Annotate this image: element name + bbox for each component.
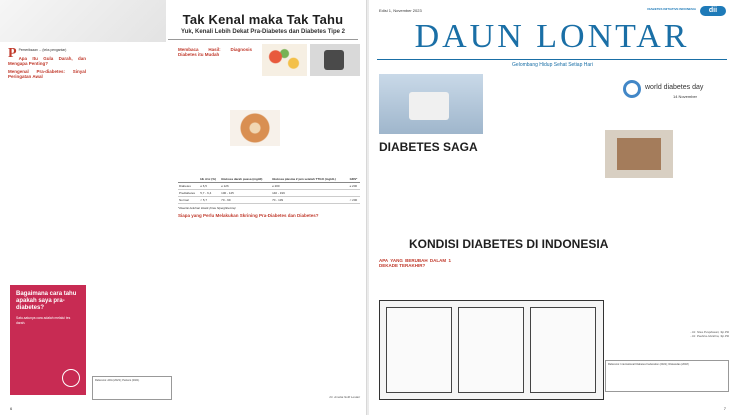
authors-block xyxy=(605,330,729,338)
wdd-label: world diabetes day xyxy=(645,84,704,91)
table-cell: Prediabetes xyxy=(178,190,199,197)
glucometer-image xyxy=(310,44,360,76)
divider xyxy=(168,39,358,40)
references-box-right: Referensi: International Diabetes Federation (2021); Riskesdas (2018) xyxy=(605,360,729,392)
section-title-diabetes-saga: DIABETES SAGA xyxy=(379,140,478,154)
table-cell: ≥ 200 xyxy=(349,183,360,190)
edition-label: Edisi 1, November 2023 xyxy=(379,8,422,13)
saga-image xyxy=(379,74,483,134)
comic-panel-1 xyxy=(386,307,452,393)
table-cell: Diabetes xyxy=(178,183,199,190)
table-cell xyxy=(349,190,360,197)
table-cell: 100 - 125 xyxy=(220,190,271,197)
info-box xyxy=(10,285,86,395)
right-page xyxy=(369,0,736,415)
kondisi-col-1 xyxy=(379,255,451,270)
wdd-circle-icon xyxy=(623,80,641,98)
screening-section xyxy=(178,210,358,220)
wdd-date: 14 November xyxy=(673,94,698,99)
historical-document-image xyxy=(605,130,673,178)
comic-strip xyxy=(379,300,604,400)
left-page-header xyxy=(168,12,358,40)
author-1: - Dr. Nisa Puspitasari, Sp.PD xyxy=(690,330,729,334)
info-box-body: Satu-satunya cara adalah melalui tes darah. xyxy=(16,316,71,325)
table-cell: 5,7 - 6,4 xyxy=(199,190,220,197)
heading-screening: Siapa yang Perlu Melakukan Skrining Pra-Diabetes dan Diabetes? xyxy=(178,213,319,218)
table-row xyxy=(178,190,360,197)
table-cell: < 5,7 xyxy=(199,197,220,204)
drop-cap: P xyxy=(8,46,17,61)
comic-panel-2 xyxy=(458,307,524,393)
author-name: Dr. Amelia Sufit Lestari xyxy=(329,395,360,399)
author-line xyxy=(178,395,360,399)
table-header: Glukosa plasma 2 jam setelah TTGO (mg/dL) xyxy=(271,176,348,183)
table-cell: ≥ 6,5 xyxy=(199,183,220,190)
kondisi-columns xyxy=(379,255,605,270)
masthead-rule xyxy=(377,59,727,60)
masthead xyxy=(369,0,736,70)
page-subtitle: Yuk, Kenali Lebih Dekat Pra-Diabetes dan Diabetes Tipe 2 xyxy=(181,29,345,35)
donut-image xyxy=(230,110,280,146)
table-cell: ≥ 200 xyxy=(271,183,348,190)
glucometer-icon xyxy=(62,369,80,387)
kondisi-subheading: APA YANG BERUBAH DALAM 1 DEKADE TERAKHIR? xyxy=(379,258,451,268)
hero-image xyxy=(0,0,166,42)
heading-pra-diabetes: Mengenal Pra-diabetes: Sinyal Peringatan Awal xyxy=(8,68,86,79)
info-box-title: Bagaimana cara tahu apakah saya pra-diabetes? xyxy=(16,291,77,311)
world-diabetes-day-logo xyxy=(601,74,729,116)
logo-label: DIABETES INITIATIVE INDONESIA xyxy=(647,7,696,11)
table-cell: 140 - 199 xyxy=(271,190,348,197)
table-cell: ≥ 126 xyxy=(220,183,271,190)
page-number-right: 7 xyxy=(723,406,726,411)
references-box: Referensi: ADA (2023); Perkeni (2021) xyxy=(92,376,172,400)
masthead-tagline: Gelombang Hidup Sehat Setiap Hari xyxy=(512,62,593,68)
heading-diagnosis: Membaca Hasil: Diagnosis Diabetes itu Mudah xyxy=(178,47,252,57)
table-header: GDS* xyxy=(349,176,360,183)
fruit-image xyxy=(262,44,307,76)
diagnosis-table xyxy=(178,176,360,210)
logo-mark: dii xyxy=(700,6,726,16)
intro-text: Pemeriksaan ... (teks pengantar) xyxy=(18,48,67,52)
table-cell: 70 - 139 xyxy=(271,197,348,204)
table-note: *disertai keluhan klasik (trias hiperglikemia) xyxy=(178,206,236,210)
comic-panel-3 xyxy=(530,307,596,393)
table-header: Glukosa darah puasa (mg/dl) xyxy=(220,176,271,183)
heading-gula-darah: Apa Itu Gula Darah, dan Mengapa Penting? xyxy=(8,55,86,66)
table-cell: 70 - 99 xyxy=(220,197,271,204)
page-title: Tak Kenal maka Tak Tahu xyxy=(182,12,344,27)
table-row xyxy=(178,197,360,204)
author-2: - Dr. Paulina Azzahra, Sp.PD xyxy=(690,334,729,338)
table-header: Hb A1c (%) xyxy=(199,176,220,183)
page-number: 6 xyxy=(10,406,13,411)
table-row xyxy=(178,183,360,190)
left-page xyxy=(0,0,367,415)
column-2 xyxy=(178,44,252,59)
masthead-title: DAUN LONTAR xyxy=(414,18,690,55)
section-title-kondisi: KONDISI DIABETES DI INDONESIA xyxy=(409,237,609,251)
table-cell: < 200 xyxy=(349,197,360,204)
table-cell: Normal xyxy=(178,197,199,204)
column-1 xyxy=(8,48,86,81)
